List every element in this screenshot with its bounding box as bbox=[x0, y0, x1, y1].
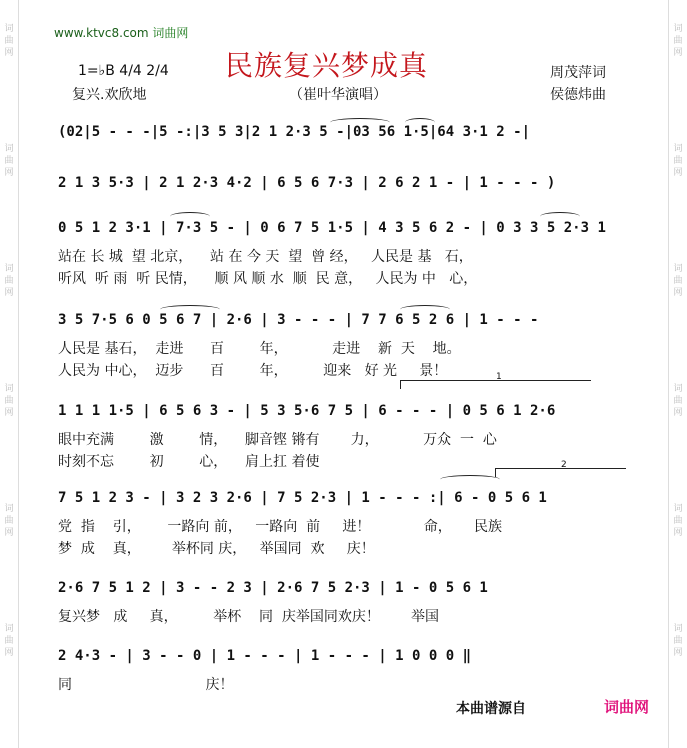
notation-line: 2·6 7 5 1 2 | 3 - - 2 3 | 2·6 7 5 2·3 | 1 - 0 5 6 1 bbox=[58, 580, 488, 596]
watermark-char: 网 bbox=[673, 408, 683, 418]
source-label: 本曲谱源自 bbox=[456, 701, 526, 717]
watermark-char: 曲 bbox=[673, 516, 683, 526]
watermark-char: 曲 bbox=[673, 396, 683, 406]
watermark-char: 词 bbox=[673, 504, 683, 514]
watermark-char: 词 bbox=[4, 504, 14, 514]
watermark-char: 曲 bbox=[673, 36, 683, 46]
watermark-char: 曲 bbox=[673, 636, 683, 646]
right-watermark-strip bbox=[668, 0, 687, 748]
site-url[interactable]: www.ktvc8.com bbox=[54, 26, 149, 40]
volta-bracket: 2 bbox=[495, 468, 626, 477]
watermark-char: 曲 bbox=[4, 396, 14, 406]
watermark-char: 词 bbox=[673, 624, 683, 634]
watermark-char: 词 bbox=[673, 24, 683, 34]
watermark-char: 曲 bbox=[4, 636, 14, 646]
watermark-char: 词 bbox=[4, 264, 14, 274]
watermark-char: 词 bbox=[4, 144, 14, 154]
notation-line: 3 5 7·5 6 0 5 6 7 | 2·6 | 3 - - - | 7 7 6 5 2 6 | 1 - - - bbox=[58, 312, 539, 328]
notation-line: 2 4·3 - | 3 - - 0 | 1 - - - | 1 - - - | 1 0 0 0 ‖ bbox=[58, 648, 472, 664]
watermark-char: 曲 bbox=[673, 276, 683, 286]
lyric-line: 梦 成 真， 举杯同 庆， 举国同 欢 庆！ bbox=[58, 541, 375, 557]
lyric-line: 听风 听 雨 听 民情， 顺 风 顺 水 顺 民 意， 人民为 中 心， bbox=[58, 271, 478, 287]
lyric-line: 人民为 中心， 迈步 百 年， 迎来 好 光 景！ bbox=[58, 363, 448, 379]
volta-bracket: 1 bbox=[400, 380, 591, 389]
watermark-char: 网 bbox=[4, 408, 14, 418]
notation-line: 1 1 1 1·5 | 6 5 6 3 - | 5 3 5·6 7 5 | 6 - - - | 0 5 6 1 2·6 bbox=[58, 403, 556, 419]
lyric-line: 站在 长 城 望 北京， 站 在 今 天 望 曾 经， 人民是 基 石， bbox=[58, 249, 473, 265]
lyric-line: 复兴梦 成 真， 举杯 同 庆举国同欢庆！ 举国 bbox=[58, 609, 440, 625]
slur-arc bbox=[170, 212, 210, 221]
brand-link[interactable]: 词曲网 bbox=[604, 698, 650, 716]
composer: 侯德炜曲 bbox=[550, 87, 606, 103]
watermark-char: 网 bbox=[4, 648, 14, 658]
song-title: 民族复兴梦成真 bbox=[225, 49, 429, 82]
slur-arc bbox=[160, 305, 220, 314]
slur-arc bbox=[440, 475, 500, 484]
lyric-line: 人民是 基石， 走进 百 年， 走进 新 天 地。 bbox=[58, 341, 461, 357]
watermark-char: 网 bbox=[673, 168, 683, 178]
watermark-char: 词 bbox=[4, 624, 14, 634]
watermark-char: 曲 bbox=[4, 516, 14, 526]
watermark-char: 网 bbox=[673, 288, 683, 298]
watermark-char: 曲 bbox=[673, 156, 683, 166]
watermark-char: 网 bbox=[4, 48, 14, 58]
lyricist: 周茂萍词 bbox=[550, 65, 606, 81]
lyric-line: 时刻不忘 初 心， 肩上扛 着使 bbox=[58, 454, 320, 470]
watermark-char: 词 bbox=[4, 24, 14, 34]
tempo-mood: 复兴.欢欣地 bbox=[72, 87, 147, 103]
singer: （崔叶华演唱） bbox=[289, 87, 387, 103]
watermark-char: 词 bbox=[673, 264, 683, 274]
watermark-char: 网 bbox=[4, 528, 14, 538]
site-name: 词曲网 bbox=[152, 26, 189, 40]
watermark-char: 网 bbox=[4, 168, 14, 178]
notation-line: 7 5 1 2 3 - | 3 2 3 2·6 | 7 5 2·3 | 1 - - - :| 6 - 0 5 6 1 bbox=[58, 490, 547, 506]
site-header bbox=[54, 24, 188, 41]
watermark-char: 词 bbox=[673, 384, 683, 394]
slur-arc bbox=[400, 305, 450, 314]
notation-line: (02|5 - - -|5 -:|3 5 3|2 1 2·3 5 -|03 56 1·5|64 3·1 2 -| bbox=[58, 124, 531, 140]
watermark-char: 词 bbox=[673, 144, 683, 154]
slur-arc bbox=[540, 212, 580, 221]
notation-line: 0 5 1 2 3·1 | 7·3 5 - | 0 6 7 5 1·5 | 4 3 5 6 2 - | 0 3 3 5 2·3 1 bbox=[58, 220, 606, 236]
watermark-char: 网 bbox=[673, 528, 683, 538]
watermark-char: 网 bbox=[673, 648, 683, 658]
slur-arc bbox=[405, 118, 435, 127]
lyric-line: 同 庆！ bbox=[58, 677, 234, 693]
left-watermark-strip bbox=[0, 0, 19, 748]
watermark-char: 曲 bbox=[4, 276, 14, 286]
key-signature: 1=♭B 4/4 2/4 bbox=[78, 63, 169, 79]
notation-line: 2 1 3 5·3 | 2 1 2·3 4·2 | 6 5 6 7·3 | 2 6 2 1 - | 1 - - - ) bbox=[58, 175, 556, 191]
watermark-char: 网 bbox=[673, 48, 683, 58]
slur-arc bbox=[330, 118, 390, 127]
watermark-char: 网 bbox=[4, 288, 14, 298]
watermark-char: 词 bbox=[4, 384, 14, 394]
watermark-char: 曲 bbox=[4, 36, 14, 46]
lyric-line: 眼中充满 激 情， 脚音铿 锵有 力， 万众 一 心 bbox=[58, 432, 497, 448]
lyric-line: 党 指 引， 一路向 前， 一路向 前 进！ 命， 民族 bbox=[58, 519, 503, 535]
watermark-char: 曲 bbox=[4, 156, 14, 166]
